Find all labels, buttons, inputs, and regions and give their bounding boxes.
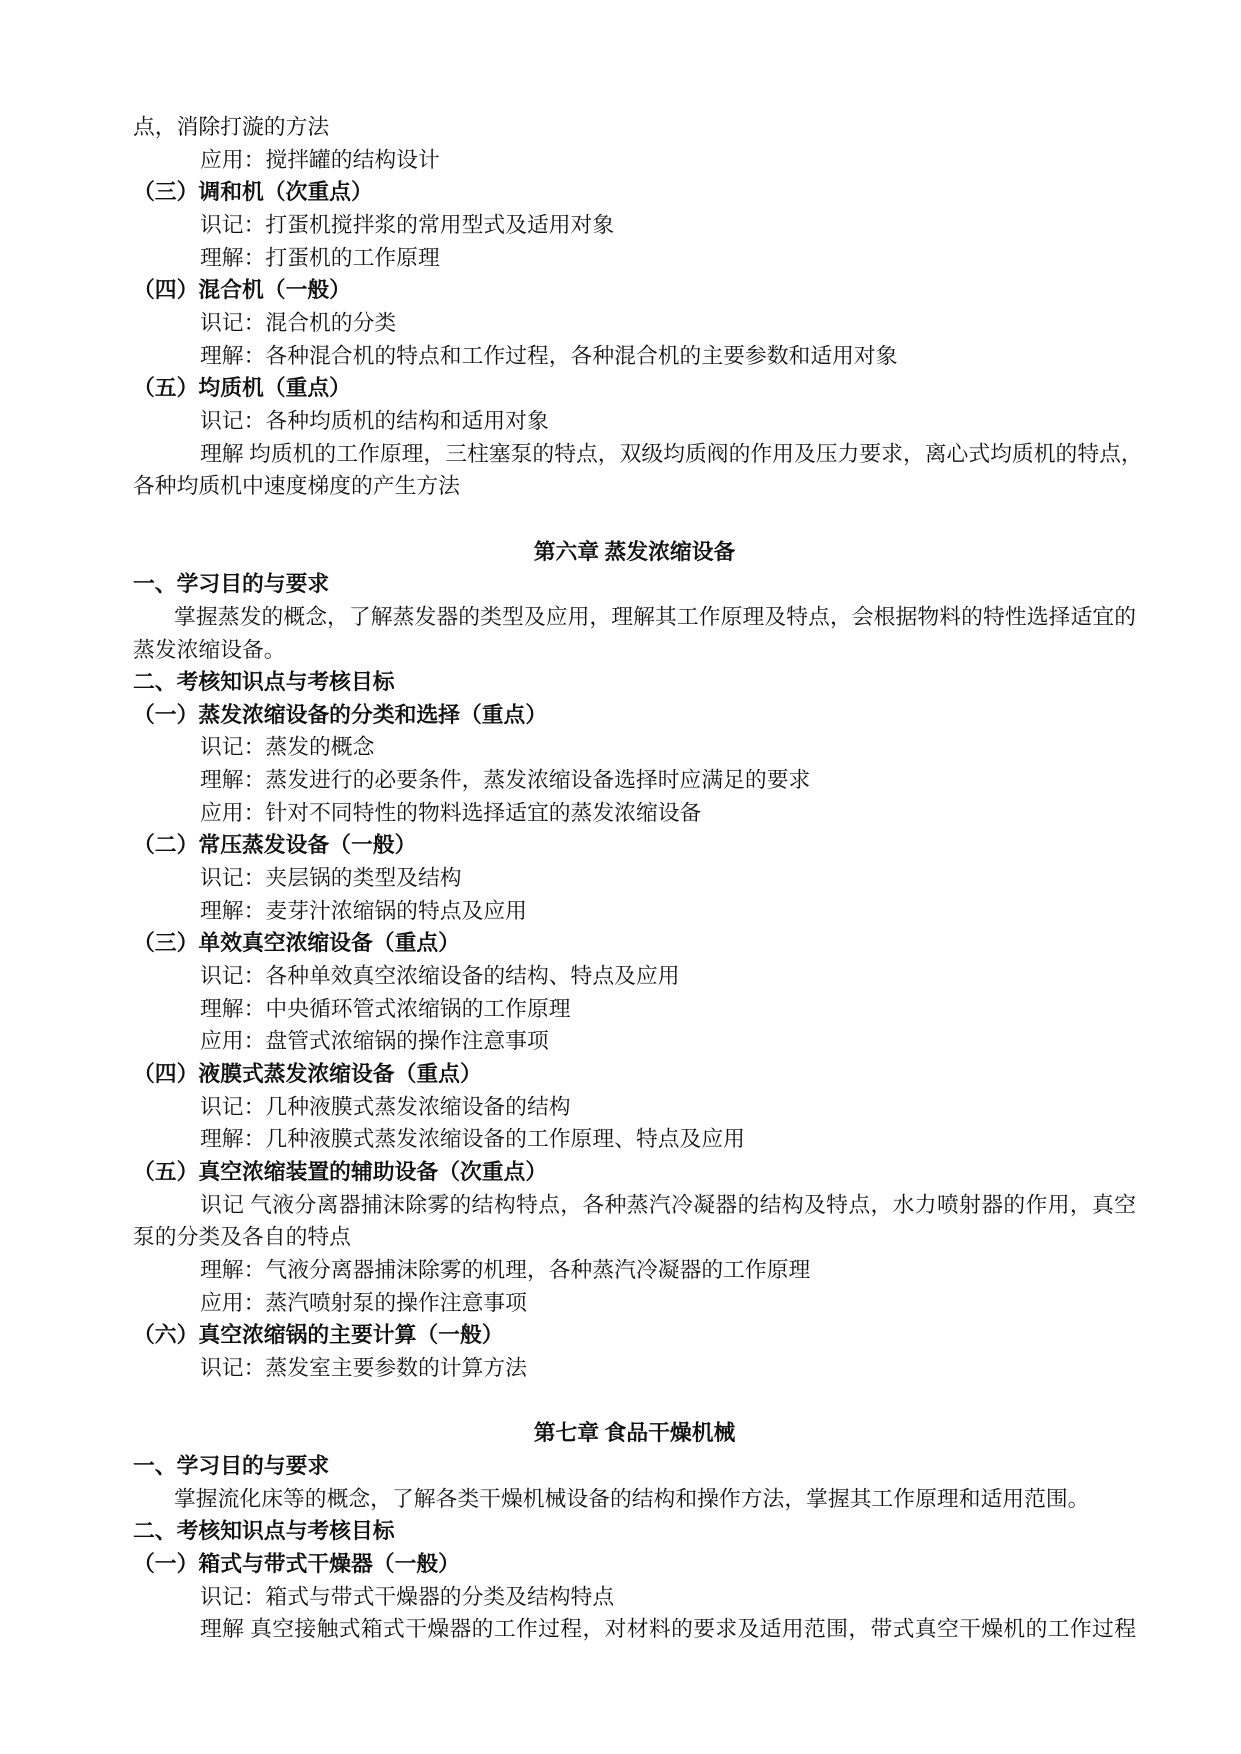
section-heading: （五）均质机（重点） [133,376,351,401]
section-heading: （一）蒸发浓缩设备的分类和选择（重点） [133,702,548,727]
section-heading: （五）真空浓缩装置的辅助设备（次重点） [133,1160,548,1184]
blank-line [133,503,1136,536]
knowledge-item: 识记：各种均质机的结构和适用对象 [200,408,549,433]
knowledge-item: 识记 气液分离器捕沫除雾的结构特点，各种蒸汽冷凝器的结构及特点，水力喷射器的作用，真空 [200,1192,1136,1217]
knowledge-item: 识记：夹层锅的类型及结构 [200,866,462,891]
section-heading: （四）混合机（一般） [133,278,351,303]
knowledge-item: 理解：打蛋机的工作原理 [200,245,440,270]
section-heading: （三）单效真空浓缩设备（重点） [133,931,460,956]
knowledge-item: 识记：混合机的分类 [200,310,397,335]
knowledge-item: 应用：盘管式浓缩锅的操作注意事项 [200,1029,549,1054]
blank-line [133,1385,1136,1418]
objectives-paragraph: 掌握蒸发的概念，了解蒸发器的类型及应用，理解其工作原理及特点，会根据物料的特性选择适宜的 [174,604,1136,629]
objectives-paragraph-continuation: 蒸发浓缩设备。 [133,637,286,662]
knowledge-item: 理解 真空接触式箱式干燥器的工作过程，对材料的要求及适用范围，带式真空干燥机的工作过程 [200,1617,1136,1642]
objectives-paragraph: 掌握流化床等的概念，了解各类干燥机械设备的结构和操作方法，掌握其工作原理和适用范围。 [174,1486,1090,1511]
section-heading: （一）箱式与带式干燥器（一般） [133,1551,460,1576]
knowledge-item: 理解：麦芽汁浓缩锅的特点及应用 [200,898,527,923]
knowledge-item: 识记：打蛋机搅拌浆的常用型式及适用对象 [200,212,615,237]
knowledge-item: 识记：箱式与带式干燥器的分类及结构特点 [200,1584,615,1609]
knowledge-item: 理解：各种混合机的特点和工作过程，各种混合机的主要参数和适用对象 [200,343,898,368]
section-heading: （四）液膜式蒸发浓缩设备（重点） [133,1062,482,1087]
assessment-heading: 二、考核知识点与考核目标 [133,1519,395,1544]
knowledge-item: 识记：各种单效真空浓缩设备的结构、特点及应用 [200,964,680,989]
objectives-heading: 一、学习目的与要求 [133,1453,330,1478]
section-heading: （三）调和机（次重点） [133,180,373,205]
knowledge-item-continuation: 泵的分类及各自的特点 [133,1225,351,1250]
assessment-heading: 二、考核知识点与考核目标 [133,670,395,695]
apply-item: 应用：搅拌罐的结构设计 [200,147,440,172]
chapter-title: 第七章 食品干燥机械 [533,1421,736,1446]
knowledge-item: 识记：蒸发的概念 [200,735,375,760]
objectives-heading: 一、学习目的与要求 [133,572,330,597]
section-heading: （六）真空浓缩锅的主要计算（一般） [133,1323,504,1348]
knowledge-item: 识记：蒸发室主要参数的计算方法 [200,1355,527,1380]
page-text-block [133,111,1143,1646]
knowledge-item: 理解：几种液膜式蒸发浓缩设备的工作原理、特点及应用 [200,1127,745,1152]
knowledge-item: 理解：中央循环管式浓缩锅的工作原理 [200,996,571,1021]
knowledge-item-continuation: 各种均质机中速度梯度的产生方法 [133,474,460,499]
chapter-title: 第六章 蒸发浓缩设备 [533,539,736,564]
knowledge-item: 应用：蒸汽喷射泵的操作注意事项 [200,1290,527,1315]
section-heading: （二）常压蒸发设备（一般） [133,833,417,858]
knowledge-item: 理解：气液分离器捕沫除雾的机理，各种蒸汽冷凝器的工作原理 [200,1257,811,1282]
knowledge-item: 理解 均质机的工作原理，三柱塞泵的特点，双级均质阀的作用及压力要求，离心式均质机的特点， [200,441,1143,466]
knowledge-item: 应用：针对不同特性的物料选择适宜的蒸发浓缩设备 [200,800,702,825]
knowledge-item: 识记：几种液膜式蒸发浓缩设备的结构 [200,1094,571,1119]
continuation-line: 点，消除打漩的方法 [133,115,330,139]
knowledge-item: 理解：蒸发进行的必要条件，蒸发浓缩设备选择时应满足的要求 [200,768,811,793]
